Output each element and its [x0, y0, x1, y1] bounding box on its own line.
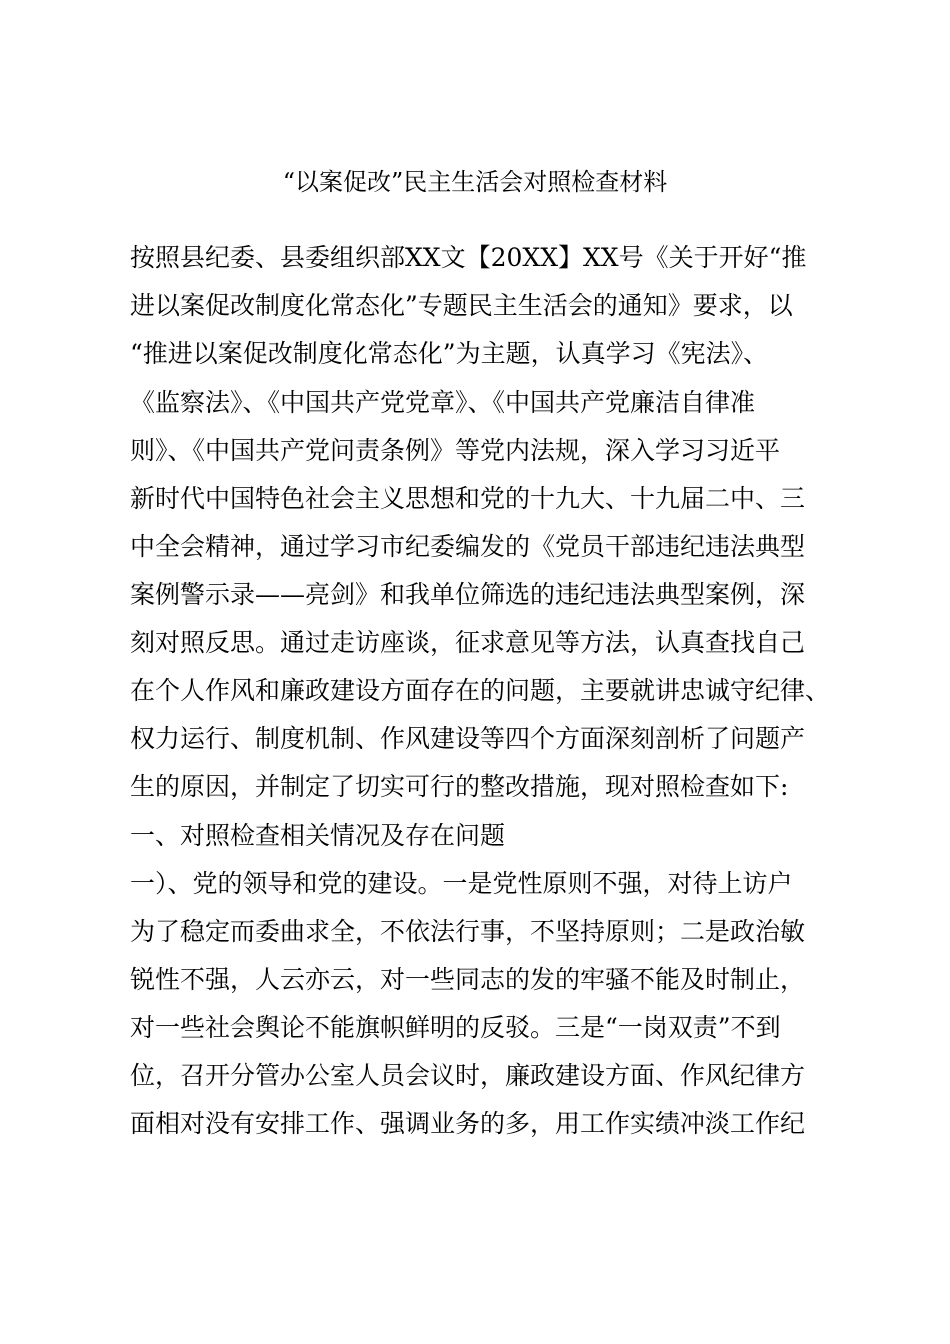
body-line: 刻对照反思。通过走访座谈，征求意见等方法，认真查找自己	[130, 628, 806, 657]
body-line: “推进以案促改制度化常态化”为主题，认真学习《宪法》、	[130, 339, 769, 368]
body-line: 生的原因，并制定了切实可行的整改措施，现对照检查如下:	[130, 772, 789, 801]
body-line: 在个人作风和廉政建设方面存在的问题，主要就讲忠诚守纪律、	[130, 676, 831, 705]
body-line: 进以案促改制度化常态化”专题民主生活会的通知》要求，以	[130, 291, 793, 320]
body-line: 则》、《中国共产党问责条例》等党内法规，深入学习习近平	[130, 436, 781, 465]
body-line: 案例警示录——亮剑》和我单位筛选的违纪违法典型案例，深	[130, 580, 806, 609]
body-line: 一）、党的领导和党的建设。一是党性原则不强，对待上访户	[130, 869, 793, 898]
body-line: 《监察法》、《中国共产党党章》、《中国共产党廉洁自律准	[130, 388, 756, 417]
body-line: 锐性不强，人云亦云，对一些同志的发的牢骚不能及时制止，	[130, 965, 806, 994]
body-line: 权力运行、制度机制、作风建设等四个方面深刻剖析了问题产	[130, 724, 806, 753]
body-line: 面相对没有安排工作、强调业务的多，用工作实绩冲淡工作纪	[130, 1109, 806, 1138]
body-line: 新时代中国特色社会主义思想和党的十九大、十九届二中、三	[130, 484, 806, 513]
document-title: “以案促改”民主生活会对照检查材料	[282, 168, 668, 196]
body-line: 中全会精神，通过学习市纪委编发的《党员干部违纪违法典型	[130, 532, 806, 561]
body-line: 为了稳定而委曲求全，不依法行事，不坚持原则；二是政治敏	[130, 917, 806, 946]
section-heading: 一、对照检查相关情况及存在问题	[130, 821, 506, 850]
body-line: 按照县纪委、县委组织部XX文【20XX】XX号《关于开好“推	[130, 243, 807, 272]
body-line: 位，召开分管办公室人员会议时，廉政建设方面、作风纪律方	[130, 1061, 806, 1090]
body-line: 对一些社会舆论不能旗帜鲜明的反驳。三是“一岗双责”不到	[130, 1013, 781, 1042]
